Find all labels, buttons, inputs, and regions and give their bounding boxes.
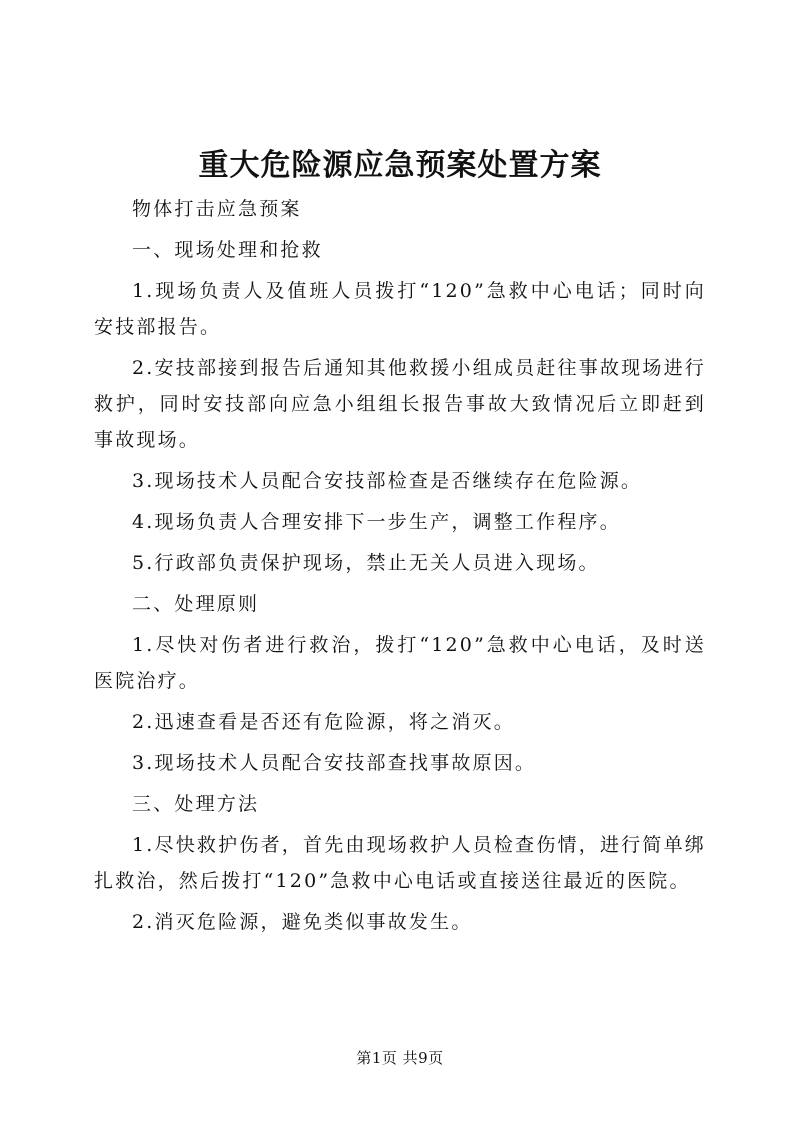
paragraph: 1.现场负责人及值班人员拨打“120”急救中心电话；同时向安技部报告。 (94, 280, 706, 338)
paragraph: 1.尽快对伤者进行救治，拨打“120”急救中心电话，及时送医院治疗。 (94, 634, 706, 692)
paragraph: 2.安技部接到报告后通知其他救援小组成员赶往事故现场进行救护，同时安技部向应急小组组长报告事故大致情况后立即赶到事故现场。 (94, 357, 706, 451)
section-heading-2: 二、处理原则 (132, 593, 260, 615)
paragraph: 5.行政部负责保护现场，禁止无关人员进入现场。 (132, 552, 600, 574)
document-body (94, 191, 706, 945)
page-footer: 第1页 共9页 (356, 1049, 444, 1067)
section-heading-1: 一、现场处理和抢救 (132, 239, 323, 261)
paragraph: 3.现场技术人员配合安技部检查是否继续存在危险源。 (132, 470, 643, 492)
paragraph: 1.尽快救护伤者，首先由现场救护人员检查伤情，进行简单绑扎救治，然后拨打“120”急救中心电话或直接送往最近的医院。 (94, 834, 706, 892)
paragraph: 4.现场负责人合理安排下一步生产，调整工作程序。 (132, 511, 621, 533)
section-heading-3: 三、处理方法 (132, 793, 260, 815)
paragraph: 2.迅速查看是否还有危险源，将之消灭。 (132, 711, 515, 733)
document-title: 重大危险源应急预案处置方案 (198, 148, 602, 183)
paragraph: 2.消灭危险源，避免类似事故发生。 (132, 911, 473, 933)
section-heading-topic: 物体打击应急预案 (132, 198, 302, 220)
paragraph: 3.现场技术人员配合安技部查找事故原因。 (132, 752, 537, 774)
